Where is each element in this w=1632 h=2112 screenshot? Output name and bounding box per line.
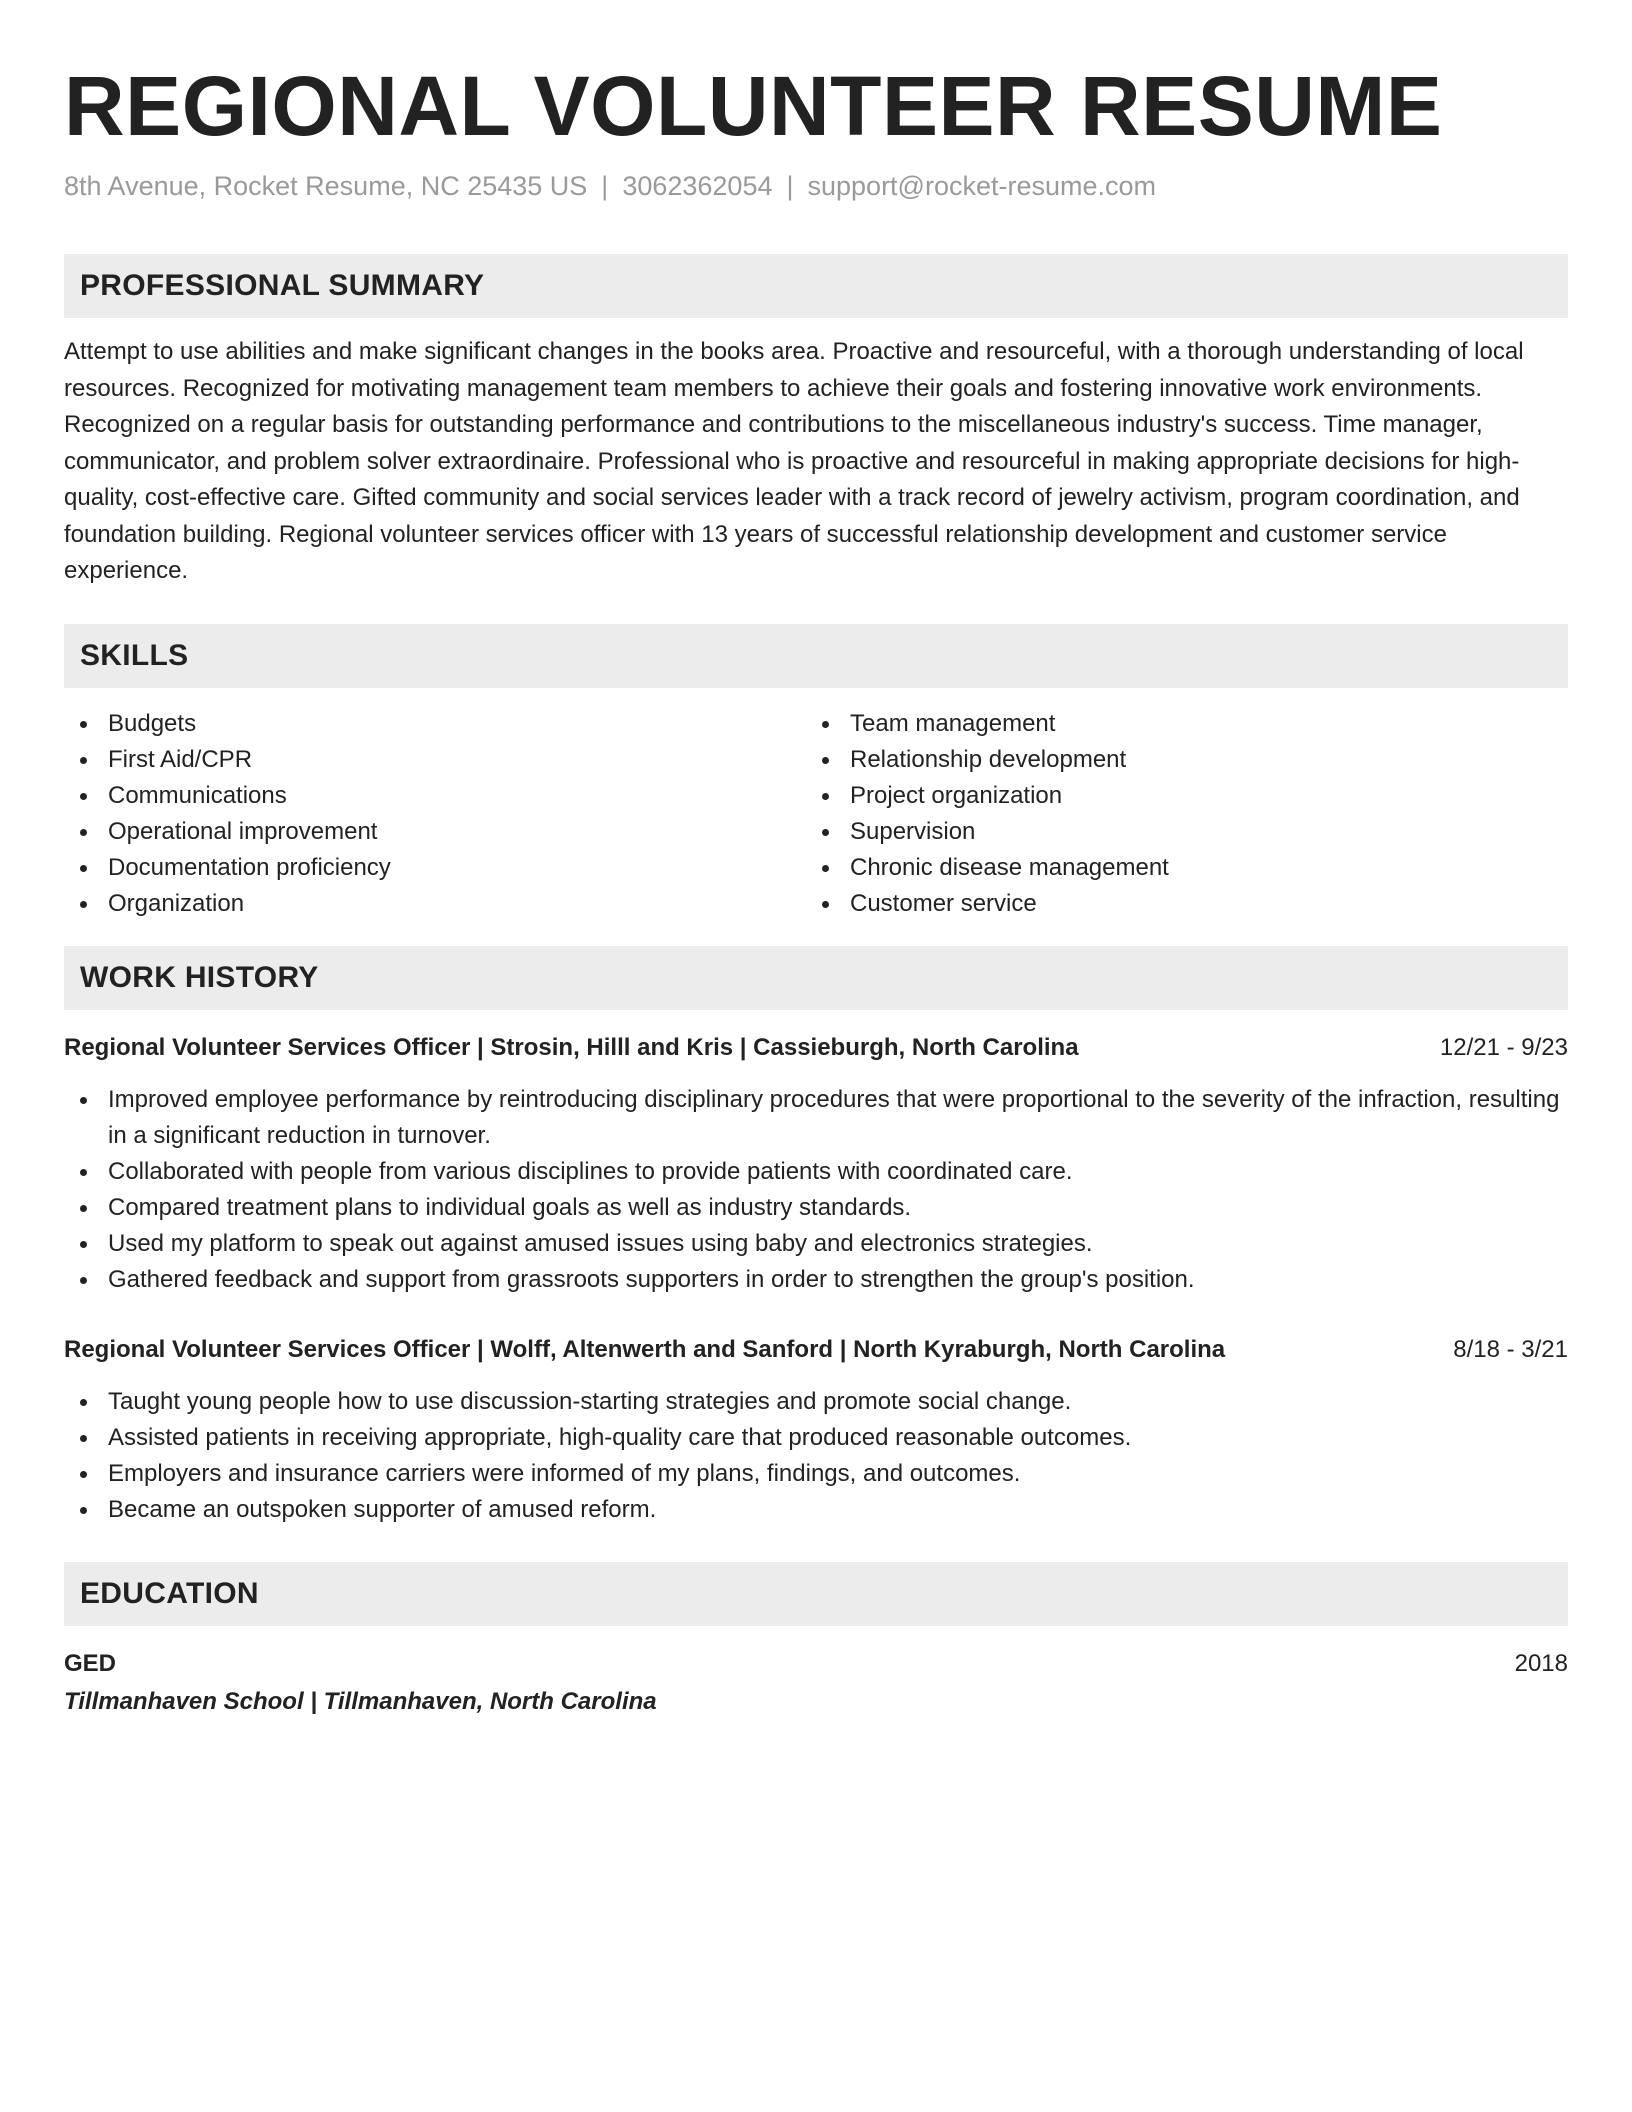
job-title: Regional Volunteer Services Officer | Wolff, Altenwerth and Sanford | North Kyraburgh, North Carolina xyxy=(64,1335,1226,1363)
skill-item: Relationship development xyxy=(806,742,1548,778)
education-school: Tillmanhaven School | Tillmanhaven, North Carolina xyxy=(64,1687,657,1715)
skill-item: Communications xyxy=(64,778,806,814)
job-bullet: Collaborated with people from various disciplines to provide patients with coordinated care. xyxy=(64,1154,1568,1190)
summary-text: Attempt to use abilities and make significant changes in the books area. Proactive and resourceful, with a thorough understanding of local resources. Recognized for motivating management team members to achieve their goals and fostering innovative work environments. Recognized on a regular basis for outstanding performance and contributions to the miscellaneous industry's success. Time manager, communicator, and problem solver extraordinaire. Professional who is proactive and resourceful in making appropriate decisions for high-quality, cost-effective care. Gifted community and social services leader with a track record of jewelry activism, program coordination, and foundation building. Regional volunteer services officer with 13 years of successful relationship development and customer service experience. xyxy=(64,338,1524,584)
skill-item: Documentation proficiency xyxy=(64,850,806,886)
job-bullet: Compared treatment plans to individual goals as well as industry standards. xyxy=(64,1190,1568,1226)
skill-item: Operational improvement xyxy=(64,814,806,850)
contact-line xyxy=(64,168,1568,204)
skills-column-left xyxy=(64,706,806,922)
skill-item: Customer service xyxy=(806,886,1548,922)
job-dates: 8/18 - 3/21 xyxy=(1453,1335,1568,1363)
contact-separator: | xyxy=(601,171,609,201)
section-header-summary: PROFESSIONAL SUMMARY xyxy=(64,254,1568,318)
section-header-education: EDUCATION xyxy=(64,1562,1568,1626)
skills-grid xyxy=(64,706,1568,922)
contact-address: 8th Avenue, Rocket Resume, NC 25435 US xyxy=(64,171,588,201)
resume-title: REGIONAL VOLUNTEER RESUME xyxy=(64,59,1443,153)
education-entry xyxy=(64,1646,1568,1722)
job-entry xyxy=(64,1332,1568,1528)
job-bullets xyxy=(64,1082,1568,1298)
education-year: 2018 xyxy=(1514,1649,1568,1677)
skill-item: Project organization xyxy=(806,778,1548,814)
section-header-skills: SKILLS xyxy=(64,624,1568,688)
contact-email: support@rocket-resume.com xyxy=(807,171,1157,201)
job-header xyxy=(64,1332,1568,1368)
job-bullet: Employers and insurance carriers were informed of my plans, findings, and outcomes. xyxy=(64,1456,1568,1492)
job-bullet: Used my platform to speak out against amused issues using baby and electronics strategies. xyxy=(64,1226,1568,1262)
skill-item: Budgets xyxy=(64,706,806,742)
job-bullet: Improved employee performance by reintroducing disciplinary procedures that were proportional to the severity of the infraction, resulting in a significant reduction in turnover. xyxy=(64,1082,1568,1154)
education-header xyxy=(64,1646,1568,1682)
job-entry xyxy=(64,1030,1568,1298)
skill-item: First Aid/CPR xyxy=(64,742,806,778)
contact-phone: 3062362054 xyxy=(622,171,773,201)
section-header-work-history: WORK HISTORY xyxy=(64,946,1568,1010)
job-header xyxy=(64,1030,1568,1066)
job-bullet: Taught young people how to use discussion-starting strategies and promote social change. xyxy=(64,1384,1568,1420)
skill-item: Organization xyxy=(64,886,806,922)
skill-item: Team management xyxy=(806,706,1548,742)
skill-item: Chronic disease management xyxy=(806,850,1548,886)
job-bullet: Became an outspoken supporter of amused reform. xyxy=(64,1492,1568,1528)
job-bullets xyxy=(64,1384,1568,1528)
skill-item: Supervision xyxy=(806,814,1548,850)
job-title: Regional Volunteer Services Officer | Strosin, Hilll and Kris | Cassieburgh, North Carolina xyxy=(64,1033,1079,1061)
job-bullet: Gathered feedback and support from grassroots supporters in order to strengthen the group's position. xyxy=(64,1262,1568,1298)
contact-separator: | xyxy=(786,171,794,201)
education-degree: GED xyxy=(64,1649,117,1677)
job-bullet: Assisted patients in receiving appropriate, high-quality care that produced reasonable outcomes. xyxy=(64,1420,1568,1456)
job-dates: 12/21 - 9/23 xyxy=(1439,1033,1568,1061)
skills-column-right xyxy=(806,706,1548,922)
